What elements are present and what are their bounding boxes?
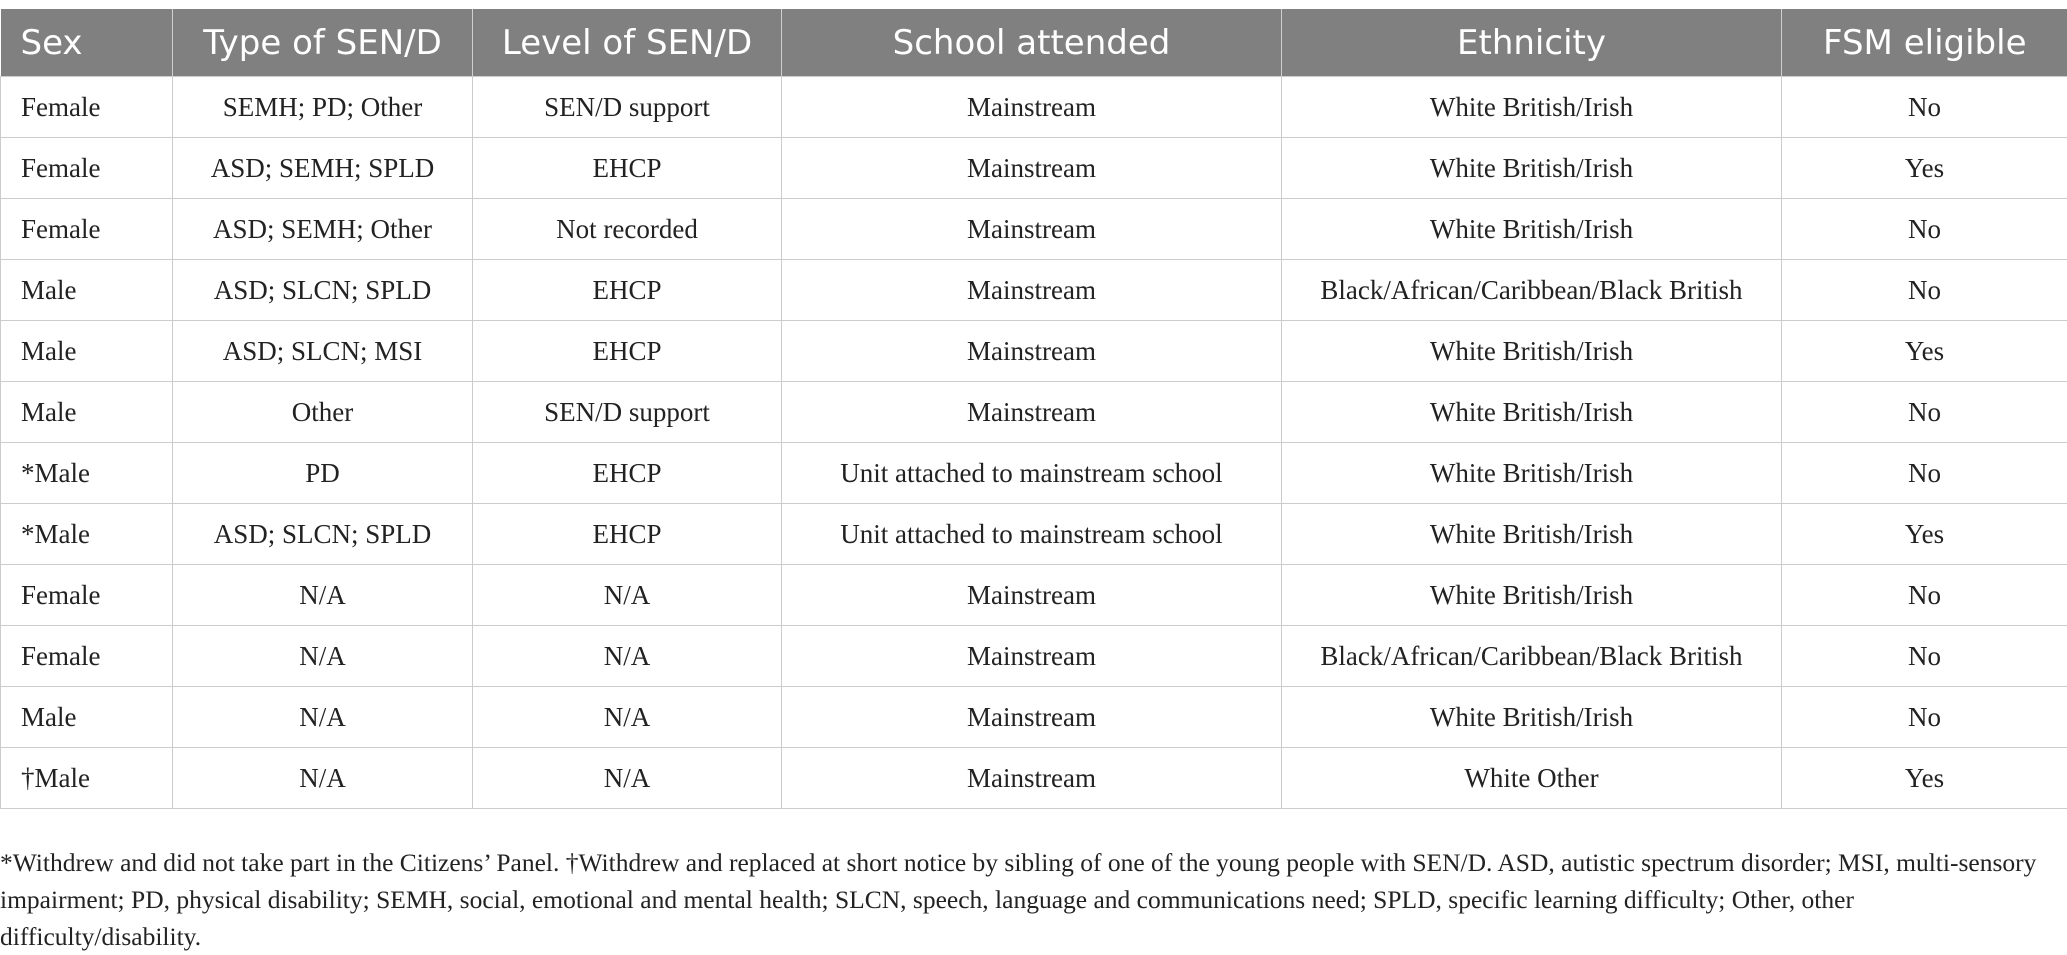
cell-school-attended: Mainstream bbox=[782, 321, 1282, 382]
cell-type-of-send: PD bbox=[173, 443, 473, 504]
table-row bbox=[1, 687, 2067, 748]
cell-fsm-eligible: No bbox=[1782, 77, 2067, 138]
cell-fsm-eligible: No bbox=[1782, 260, 2067, 321]
cell-school-attended: Mainstream bbox=[782, 565, 1282, 626]
participants-table bbox=[0, 9, 2067, 809]
cell-fsm-eligible: No bbox=[1782, 626, 2067, 687]
cell-level-of-send: SEN/D support bbox=[473, 382, 782, 443]
cell-school-attended: Mainstream bbox=[782, 199, 1282, 260]
column-header-sex: Sex bbox=[1, 9, 173, 77]
cell-ethnicity: Black/African/Caribbean/Black British bbox=[1282, 626, 1782, 687]
column-header-level-of-send: Level of SEN/D bbox=[473, 9, 782, 77]
header-row bbox=[1, 9, 2067, 77]
cell-sex: Female bbox=[1, 199, 173, 260]
cell-fsm-eligible: No bbox=[1782, 443, 2067, 504]
cell-school-attended: Mainstream bbox=[782, 687, 1282, 748]
cell-sex: Male bbox=[1, 260, 173, 321]
cell-type-of-send: ASD; SLCN; SPLD bbox=[173, 260, 473, 321]
cell-sex: Male bbox=[1, 321, 173, 382]
cell-sex: *Male bbox=[1, 504, 173, 565]
column-header-fsm-eligible: FSM eligible bbox=[1782, 9, 2067, 77]
cell-fsm-eligible: Yes bbox=[1782, 321, 2067, 382]
table-row bbox=[1, 77, 2067, 138]
column-header-school-attended: School attended bbox=[782, 9, 1282, 77]
cell-fsm-eligible: No bbox=[1782, 565, 2067, 626]
cell-school-attended: Mainstream bbox=[782, 138, 1282, 199]
participants-table-container bbox=[0, 9, 2067, 809]
table-body bbox=[1, 77, 2067, 809]
cell-ethnicity: White British/Irish bbox=[1282, 565, 1782, 626]
cell-sex: Female bbox=[1, 77, 173, 138]
table-row bbox=[1, 138, 2067, 199]
cell-ethnicity: White British/Irish bbox=[1282, 199, 1782, 260]
cell-sex: *Male bbox=[1, 443, 173, 504]
cell-level-of-send: EHCP bbox=[473, 260, 782, 321]
cell-school-attended: Unit attached to mainstream school bbox=[782, 504, 1282, 565]
table-row bbox=[1, 199, 2067, 260]
cell-school-attended: Mainstream bbox=[782, 77, 1282, 138]
cell-type-of-send: SEMH; PD; Other bbox=[173, 77, 473, 138]
cell-sex: Female bbox=[1, 565, 173, 626]
cell-type-of-send: N/A bbox=[173, 748, 473, 809]
cell-ethnicity: White Other bbox=[1282, 748, 1782, 809]
cell-fsm-eligible: No bbox=[1782, 199, 2067, 260]
table-row bbox=[1, 382, 2067, 443]
cell-level-of-send: N/A bbox=[473, 626, 782, 687]
table-row bbox=[1, 748, 2067, 809]
cell-ethnicity: White British/Irish bbox=[1282, 138, 1782, 199]
table-row bbox=[1, 565, 2067, 626]
cell-ethnicity: White British/Irish bbox=[1282, 687, 1782, 748]
cell-level-of-send: N/A bbox=[473, 565, 782, 626]
cell-school-attended: Mainstream bbox=[782, 382, 1282, 443]
table-row bbox=[1, 260, 2067, 321]
cell-sex: Male bbox=[1, 382, 173, 443]
cell-ethnicity: White British/Irish bbox=[1282, 77, 1782, 138]
table-header bbox=[1, 9, 2067, 77]
cell-ethnicity: White British/Irish bbox=[1282, 321, 1782, 382]
cell-sex: Female bbox=[1, 138, 173, 199]
cell-type-of-send: ASD; SEMH; SPLD bbox=[173, 138, 473, 199]
cell-fsm-eligible: Yes bbox=[1782, 748, 2067, 809]
cell-school-attended: Mainstream bbox=[782, 626, 1282, 687]
cell-type-of-send: ASD; SLCN; MSI bbox=[173, 321, 473, 382]
cell-level-of-send: EHCP bbox=[473, 138, 782, 199]
cell-sex: †Male bbox=[1, 748, 173, 809]
cell-ethnicity: White British/Irish bbox=[1282, 504, 1782, 565]
cell-level-of-send: Not recorded bbox=[473, 199, 782, 260]
cell-level-of-send: EHCP bbox=[473, 443, 782, 504]
cell-fsm-eligible: Yes bbox=[1782, 504, 2067, 565]
column-header-type-of-send: Type of SEN/D bbox=[173, 9, 473, 77]
table-row bbox=[1, 504, 2067, 565]
cell-school-attended: Unit attached to mainstream school bbox=[782, 443, 1282, 504]
cell-school-attended: Mainstream bbox=[782, 748, 1282, 809]
cell-fsm-eligible: Yes bbox=[1782, 138, 2067, 199]
cell-sex: Male bbox=[1, 687, 173, 748]
cell-type-of-send: ASD; SLCN; SPLD bbox=[173, 504, 473, 565]
cell-ethnicity: Black/African/Caribbean/Black British bbox=[1282, 260, 1782, 321]
cell-fsm-eligible: No bbox=[1782, 687, 2067, 748]
cell-sex: Female bbox=[1, 626, 173, 687]
cell-type-of-send: N/A bbox=[173, 687, 473, 748]
table-row bbox=[1, 626, 2067, 687]
cell-ethnicity: White British/Irish bbox=[1282, 382, 1782, 443]
cell-level-of-send: SEN/D support bbox=[473, 77, 782, 138]
cell-level-of-send: EHCP bbox=[473, 321, 782, 382]
cell-level-of-send: N/A bbox=[473, 748, 782, 809]
cell-fsm-eligible: No bbox=[1782, 382, 2067, 443]
table-row bbox=[1, 321, 2067, 382]
cell-level-of-send: N/A bbox=[473, 687, 782, 748]
column-header-ethnicity: Ethnicity bbox=[1282, 9, 1782, 77]
cell-ethnicity: White British/Irish bbox=[1282, 443, 1782, 504]
cell-level-of-send: EHCP bbox=[473, 504, 782, 565]
cell-type-of-send: ASD; SEMH; Other bbox=[173, 199, 473, 260]
cell-type-of-send: N/A bbox=[173, 626, 473, 687]
table-row bbox=[1, 443, 2067, 504]
cell-school-attended: Mainstream bbox=[782, 260, 1282, 321]
cell-type-of-send: Other bbox=[173, 382, 473, 443]
table-footnote: *Withdrew and did not take part in the Citizens’ Panel. †Withdrew and replaced at short notice by sibling of one of the young people with SEN/D. ASD, autistic spectrum disorder; MSI, multi-sensory impairment; PD, physical disability; SEMH, social, emotional and mental health; SLCN, speech, language and communications need; SPLD, specific learning difficulty; Other, other difficulty/disability. bbox=[0, 844, 2040, 955]
cell-type-of-send: N/A bbox=[173, 565, 473, 626]
